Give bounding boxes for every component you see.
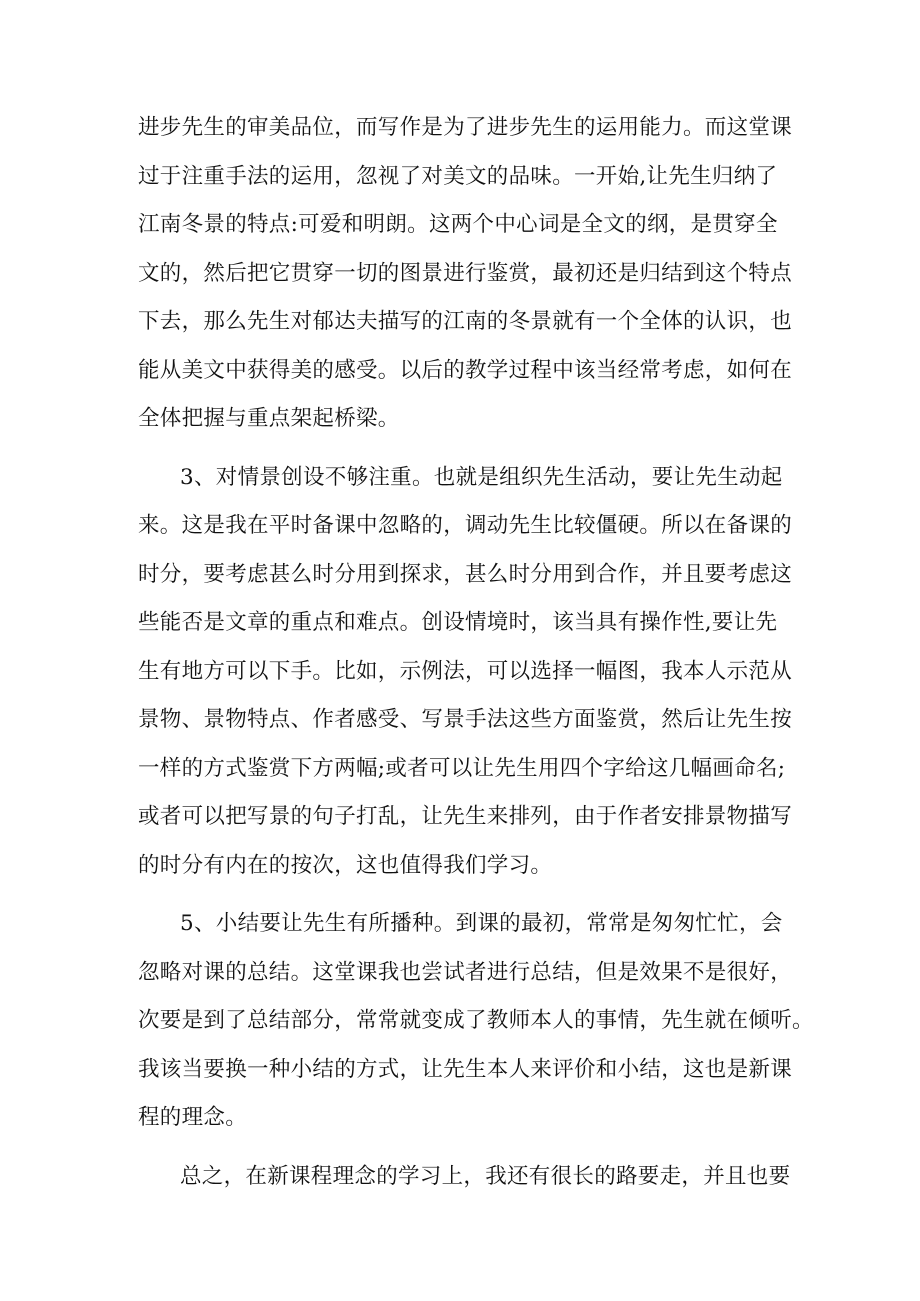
text-line: 一样的方式鉴赏下方两幅;或者可以让先生用四个字给这几幅画命名; [138, 756, 786, 781]
text-line: 些能否是文章的重点和难点。创设情境时，该当具有操作性,要让先 [138, 610, 778, 635]
text-line: 江南冬景的特点:可爱和明朗。这两个中心词是全文的纲，是贯穿全 [138, 212, 778, 237]
text-line: 时分，要考虑甚么时分用到探求，甚么时分用到合作，并且要考虑这 [138, 562, 793, 587]
text-line: 的时分有内在的按次，这也值得我们学习。 [138, 853, 553, 878]
text-line: 来。这是我在平时备课中忽略的，调动先生比较僵硬。所以在备课的 [138, 513, 793, 538]
paragraph-start-line: 总之，在新课程理念的学习上，我还有很长的路要走，并且也要 [180, 1164, 791, 1189]
text-line: 全体把握与重点架起桥梁。 [138, 406, 400, 431]
text-line: 下去，那么先生对郁达夫描写的江南的冬景就有一个全体的认识，也 [138, 309, 793, 334]
text-line: 我该当要换一种小结的方式，让先生本人来评价和小结，这也是新课 [138, 1057, 793, 1082]
text-line: 过于注重手法的运用，忽视了对美文的品味。一开始,让先生归纳了 [138, 164, 778, 189]
text-line: 景物、景物特点、作者感受、写景手法这些方面鉴赏，然后让先生按 [138, 707, 793, 732]
text-line: 生有地方可以下手。比如，示例法，可以选择一幅图，我本人示范从 [138, 659, 793, 684]
text-line: 或者可以把写景的句子打乱，让先生来排列，由于作者安排景物描写 [138, 804, 793, 829]
text-line: 程的理念。 [138, 1105, 248, 1130]
paragraph-start-line: 3、对情景创设不够注重。也就是组织先生活动，要让先生动起 [180, 465, 783, 490]
text-line: 能从美文中获得美的感受。以后的教学过程中该当经常考虑，如何在 [138, 358, 793, 383]
text-line: 忽略对课的总结。这堂课我也尝试者进行总结，但是效果不是很好， [138, 960, 793, 985]
paragraph-start-line: 5、小结要让先生有所播种。到课的最初，常常是匆匆忙忙，会 [180, 911, 783, 936]
text-line: 进步先生的审美品位，而写作是为了进步先生的运用能力。而这堂课 [138, 115, 793, 140]
text-line: 文的，然后把它贯穿一切的图景进行鉴赏，最初还是归结到这个特点 [138, 261, 793, 286]
text-line: 次要是到了总结部分，常常就变成了教师本人的事情，先生就在倾听。 [138, 1008, 814, 1033]
